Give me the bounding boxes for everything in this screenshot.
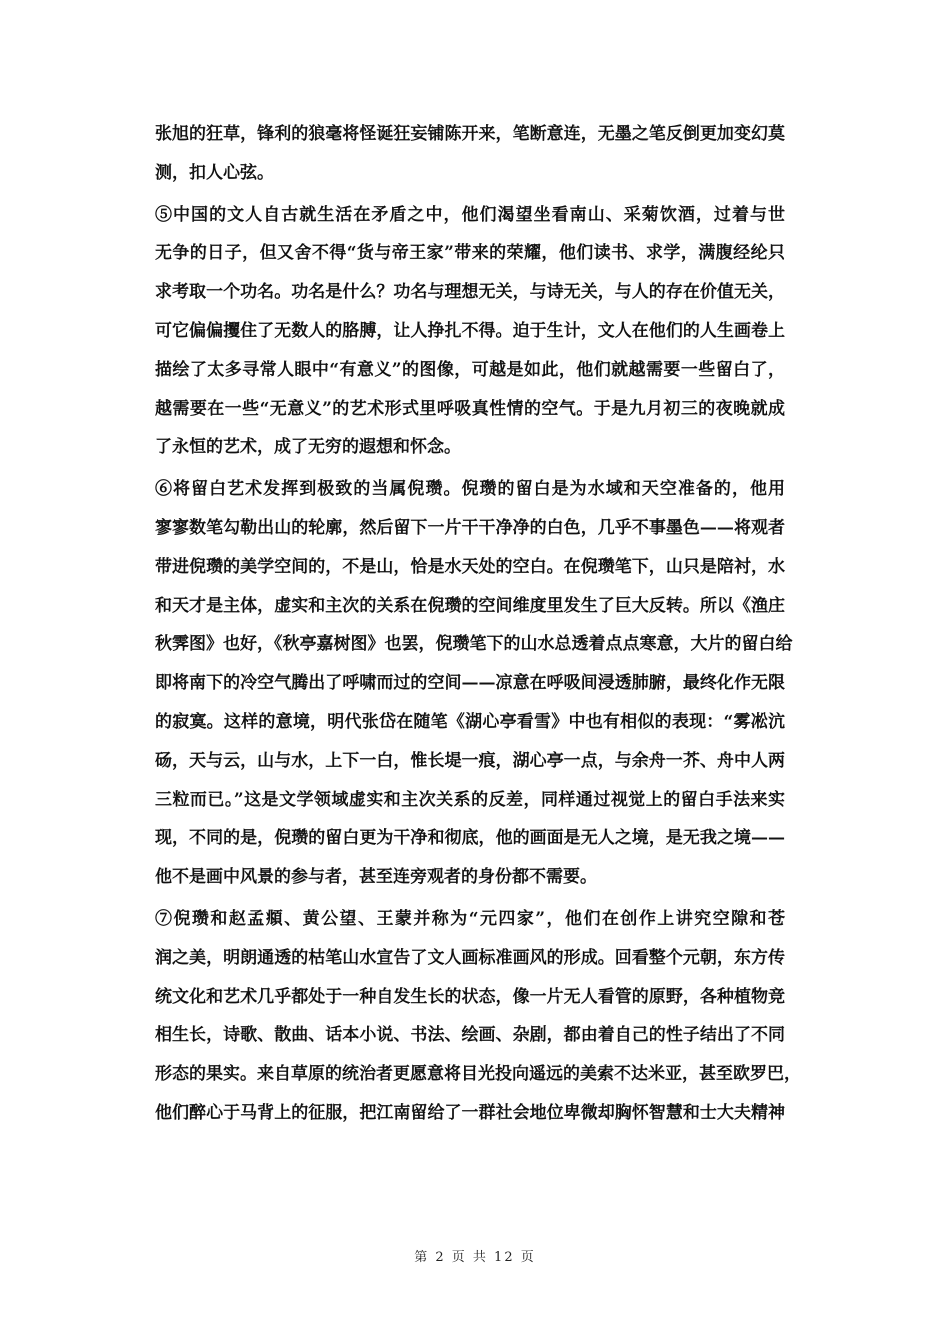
text-line: 无争的日子，但又舍不得“货与帝王家”带来的荣耀，他们读书、求学，满腹经纶只 xyxy=(155,243,785,264)
text-line: 三粒而已。”这是文学领域虚实和主次关系的反差，同样通过视觉上的留白手法来实 xyxy=(155,789,785,810)
paragraph-5 xyxy=(155,196,785,468)
text-line: 相生长，诗歌、散曲、话本小说、书法、绘画、杂剧，都由着自己的性子结出了不同 xyxy=(155,1025,785,1046)
text-line: 润之美，明朗通透的枯笔山水宣告了文人画标准画风的形成。回看整个元朝，东方传 xyxy=(155,947,785,968)
text-line: 秋霁图》也好，《秋亭嘉树图》也罢，倪瓒笔下的山水总透着点点寒意，大片的留白给 xyxy=(155,634,793,655)
text-line: 他们醉心于马背上的征服，把江南留给了一群社会地位卑微却胸怀智慧和士大夫精神 xyxy=(155,1102,785,1123)
text-line: 张旭的狂草，锋利的狼毫将怪诞狂妄铺陈开来，笔断意连，无墨之笔反倒更加变幻莫 xyxy=(155,124,785,144)
text-line: 形态的果实。来自草原的统治者更愿意将目光投向遥远的美索不达米亚，甚至欧罗巴， xyxy=(155,1064,801,1085)
text-line: 带进倪瓒的美学空间的，不是山，恰是水天处的空白。在倪瓒笔下，山只是陪衬，水 xyxy=(155,556,785,577)
text-line: 求考取一个功名。功名是什么？功名与理想无关，与诗无关，与人的存在价值无关， xyxy=(155,282,785,303)
text-line: 即将南下的冷空气腾出了呼啸而过的空间——凉意在呼吸间浸透肺腑，最终化作无限 xyxy=(155,673,785,694)
text-line: 了永恒的艺术，成了无穷的遐想和怀念。 xyxy=(155,437,461,458)
text-line: 他不是画中风景的参与者，甚至连旁观者的身份都不需要。 xyxy=(155,867,597,888)
text-line: 可它偏偏攫住了无数人的胳膊，让人挣扎不得。迫于生计，文人在他们的人生画卷上 xyxy=(155,320,785,341)
text-line: 寥寥数笔勾勒出山的轮廓，然后留下一片干干净净的白色，几乎不事墨色——将观者 xyxy=(155,517,785,538)
text-line: 现，不同的是，倪瓒的留白更为干净和彻底，他的画面是无人之境，是无我之境—— xyxy=(155,828,785,849)
body-text xyxy=(155,115,801,1133)
text-line: ⑦倪瓒和赵孟頫、黄公望、王蒙并称为“元四家”，他们在创作上讲究空隙和苍 xyxy=(155,908,785,929)
text-line: 和天才是主体，虚实和主次的关系在倪瓒的空间维度里发生了巨大反转。所以《渔庄 xyxy=(155,595,785,616)
text-line: 的寂寞。这样的意境，明代张岱在随笔《湖心亭看雪》中也有相似的表现：“雾凇沆 xyxy=(155,711,785,732)
page-number-footer: 第 2 页 共 12 页 xyxy=(414,1250,536,1265)
paragraph-7 xyxy=(155,900,801,1133)
paragraph-continuation xyxy=(155,115,785,193)
text-line: 越需要在一些“无意义”的艺术形式里呼吸真性情的空气。于是九月初三的夜晚就成 xyxy=(155,398,785,419)
text-line: 砀，天与云，山与水，上下一白，惟长堤一痕，湖心亭一点，与余舟一芥、舟中人两 xyxy=(155,750,785,771)
text-line: 统文化和艺术几乎都处于一种自发生长的状态，像一片无人看管的原野，各种植物竞 xyxy=(155,986,785,1007)
text-line: ⑥将留白艺术发挥到极致的当属倪瓒。倪瓒的留白是为水域和天空准备的，他用 xyxy=(155,479,785,500)
paragraph-6 xyxy=(155,470,793,897)
text-line: ⑤中国的文人自古就生活在矛盾之中，他们渴望坐看南山、采菊饮酒，过着与世 xyxy=(155,204,785,225)
text-line: 测，扣人心弦。 xyxy=(155,162,274,183)
text-line: 描绘了太多寻常人眼中“有意义”的图像，可越是如此，他们就越需要一些留白了， xyxy=(155,359,785,380)
